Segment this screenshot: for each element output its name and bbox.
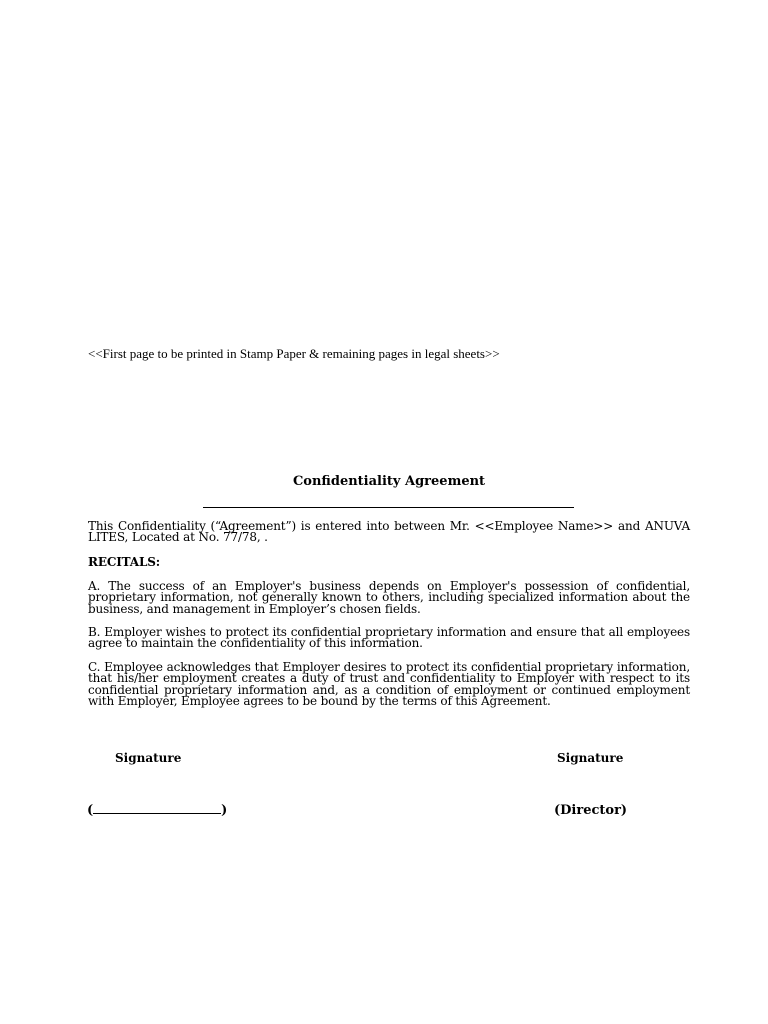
document-title: Confidentiality Agreement bbox=[292, 474, 486, 489]
employee-name-close-paren: ) bbox=[221, 803, 228, 818]
employee-name-blank bbox=[93, 803, 221, 814]
title-underline-rule bbox=[203, 507, 574, 508]
agreement-body bbox=[88, 521, 690, 719]
employee-signature-label: Signature bbox=[115, 751, 182, 765]
recital-c: C. Employee acknowledges that Employer desires to protect its confidential proprietary information, that his/her employment creates a duty of trust and confidentiality to Employer with respect to its confidential proprietary information and, as a condition of employment or continued employment with Employer, Employee agrees to be bound by the terms of this Agreement. bbox=[88, 659, 690, 709]
recital-a: A. The success of an Employer's business depends on Employer's possession of confidential, proprietary information, not generally known to others, including specialized information about the business, and management in Employer’s chosen fields. bbox=[88, 578, 690, 616]
recital-b: B. Employer wishes to protect its confidential proprietary information and ensure that all employees agree to maintain the confidentiality of this information. bbox=[88, 625, 690, 651]
employee-name-line bbox=[87, 803, 227, 819]
recitals-heading: RECITALS: bbox=[88, 554, 161, 569]
director-signature-label: Signature bbox=[557, 751, 624, 765]
employee-name-open-paren: ( bbox=[87, 803, 94, 818]
printing-instruction-note: <<First page to be printed in Stamp Paper & remaining pages in legal sheets>> bbox=[88, 346, 500, 361]
director-name: (Director) bbox=[554, 803, 628, 818]
intro-paragraph: This Confidentiality (“Agreement”) is entered into between Mr. <<Employee Name>> and ANUVA LITES, Located at No. 77/78, . bbox=[88, 519, 690, 545]
